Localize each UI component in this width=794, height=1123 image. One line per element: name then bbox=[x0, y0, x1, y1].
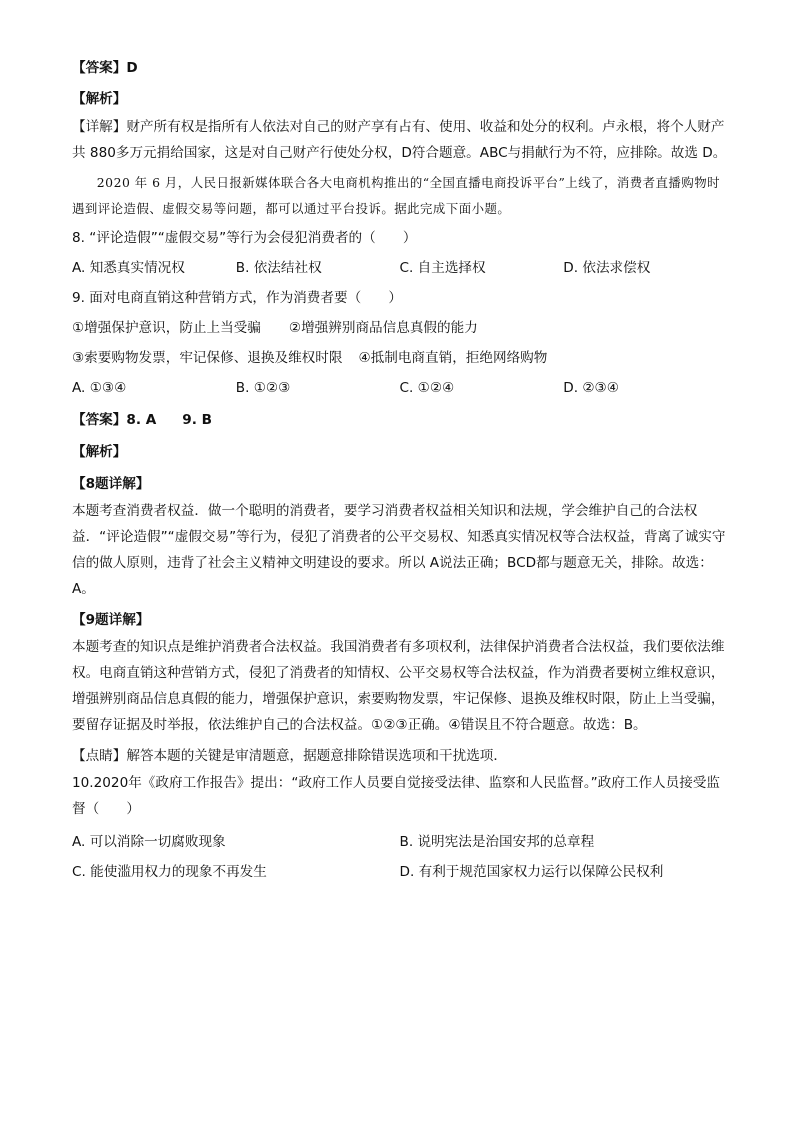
answer-label: 【答案】 bbox=[72, 412, 127, 428]
q10-option-c[interactable]: C. 能使滥用权力的现象不再发生 bbox=[72, 864, 267, 880]
q9-item-1: ①增强保护意识，防止上当受骗 bbox=[72, 320, 261, 336]
q9-item-3: ③索要购物发票，牢记保修、退换及维权时限 bbox=[72, 350, 343, 366]
answer-7: 【答案】D bbox=[72, 60, 138, 76]
analysis-8-9: 【解析】 bbox=[72, 444, 127, 460]
q8-option-a[interactable]: A. 知悉真实情况权 bbox=[72, 260, 185, 276]
q9-option-c[interactable]: C. ①②④ bbox=[399, 380, 455, 396]
q10-option-b[interactable]: B. 说明宪法是治国安邦的总章程 bbox=[399, 834, 595, 850]
q9-items-row1 bbox=[72, 318, 727, 338]
q9-option-d[interactable]: D. ②③④ bbox=[563, 380, 619, 396]
answer-8-9 bbox=[72, 410, 727, 430]
answer-9: 9. B bbox=[182, 412, 212, 428]
q10-stem: 10.2020年《政府工作报告》提出：“政府工作人员要自觉接受法律、监察和人民监督。”政府工作人员接受监督（ ） bbox=[72, 775, 721, 817]
analysis-7: 【解析】 bbox=[72, 91, 127, 107]
q9-option-a[interactable]: A. ①③④ bbox=[72, 380, 127, 396]
q8-option-b[interactable]: B. 依法结社权 bbox=[235, 260, 322, 276]
q10-options-row2 bbox=[72, 862, 727, 882]
q8-option-c[interactable]: C. 自主选择权 bbox=[399, 260, 486, 276]
q9-stem: 9. 面对电商直销这种营销方式，作为消费者要（ ） bbox=[72, 290, 402, 306]
detail-9: 本题考查的知识点是维护消费者合法权益。我国消费者有多项权利，法律保护消费者合法权益，我们要依法维权。电商直销这种营销方式，侵犯了消费者的知情权、公平交易权等合法权益，作为消费者要树立维权意识，增强辨别商品信息真假的能力，增强保护意识，索要购物发票，牢记保修、退换及维权时限，防止上当受骗，要留存证据及时举报，依法维护自己的合法权益。①②③正确。④错误且不符合题意。故选：B。 bbox=[72, 639, 725, 733]
q9-option-b[interactable]: B. ①②③ bbox=[235, 380, 291, 396]
document-page bbox=[72, 58, 727, 882]
q8-options bbox=[72, 258, 727, 278]
q9-items-row2 bbox=[72, 348, 727, 368]
tip bbox=[72, 746, 727, 766]
detail-8-title: 【8题详解】 bbox=[72, 476, 150, 492]
tip-text: 【点睛】解答本题的关键是审清题意，据题意排除错误选项和干扰选项． bbox=[72, 748, 507, 764]
detail-8: 本题考查消费者权益．做一个聪明的消费者，要学习消费者权益相关知识和法规，学会维护自己的合法权益．“评论造假”“虚假交易”等行为，侵犯了消费者的公平交易权、知悉真实情况权等合法权益，背离了诚实守信的做人原则，违背了社会主义精神文明建设的要求。所以 A说法正确；BCD都与题意无关，排除。故选：A。 bbox=[72, 503, 726, 597]
q9-options bbox=[72, 378, 727, 398]
q10-option-a[interactable]: A. 可以消除一切腐败现象 bbox=[72, 834, 226, 850]
q10-options-row1 bbox=[72, 832, 727, 852]
answer-8: 8. A bbox=[126, 412, 157, 428]
q8-option-d[interactable]: D. 依法求偿权 bbox=[563, 260, 651, 276]
q9-item-2: ②增强辨别商品信息真假的能力 bbox=[288, 320, 478, 336]
material-text: 2020 年 6 月，人民日报新媒体联合各大电商机构推出的“全国直播电商投诉平台”上线了，消费者直播购物时遇到评论造假、虚假交易等问题，都可以通过平台投诉。据此完成下面小题。 bbox=[72, 175, 720, 216]
q10-option-d[interactable]: D. 有利于规范国家权力运行以保障公民权利 bbox=[399, 864, 664, 880]
q8-stem: 8. “评论造假”“虚假交易”等行为会侵犯消费者的（ ） bbox=[72, 230, 417, 246]
detail-9-title: 【9题详解】 bbox=[72, 612, 150, 628]
detail-7: 【详解】财产所有权是指所有人依法对自己的财产享有占有、使用、收益和处分的权利。卢永根，将个人财产共 880多万元捐给国家，这是对自己财产行使处分权，D符合题意。ABC与捐献行为不符，应排除。故选 D。 bbox=[72, 119, 727, 161]
q9-item-4: ④抵制电商直销，拒绝网络购物 bbox=[358, 350, 548, 366]
